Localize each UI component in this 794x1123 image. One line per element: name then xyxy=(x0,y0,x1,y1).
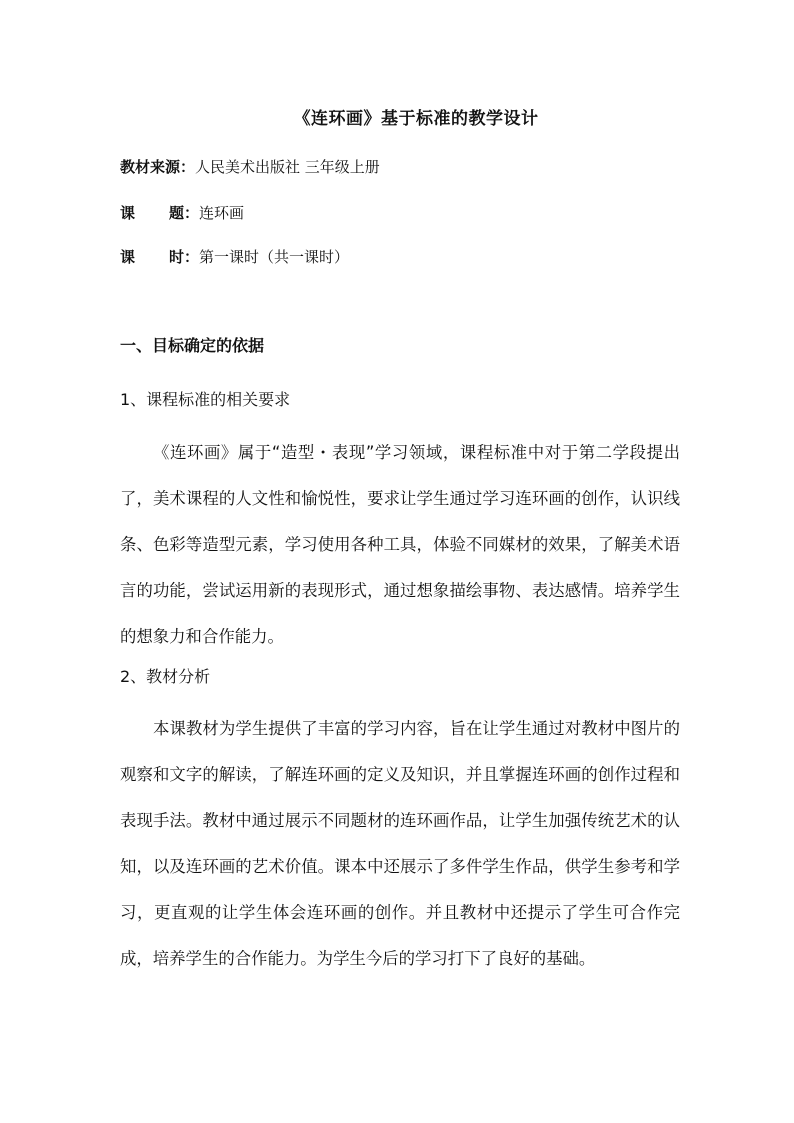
meta-topic-label-char2: 题： xyxy=(169,204,200,222)
section-heading: 一、目标确定的依据 xyxy=(120,336,265,355)
meta-source-value: 人民美术出版社 三年级上册 xyxy=(195,158,380,176)
document-title: 《连环画》基于标准的教学设计 xyxy=(293,109,539,129)
meta-topic-value: 连环画 xyxy=(199,204,245,222)
meta-period-label-char1: 课 xyxy=(120,248,136,266)
subsection-heading-textbook: 2、教材分析 xyxy=(120,667,211,686)
meta-source xyxy=(120,156,380,177)
meta-period-label-char2: 时： xyxy=(169,248,200,266)
meta-period xyxy=(120,246,349,267)
paragraph-standards: 《连环画》属于“造型・表现”学习领域，课程标准中对于第二学段提出了，美术课程的人文性和愉悦性，要求让学生通过学习连环画的创作，认识线条、色彩等造型元素，学习使用各种工具，体验不同媒材的效果，了解美术语言的功能，尝试运用新的表现形式，通过想象描绘事物、表达感情。培养学生的想象力和合作能力。 xyxy=(120,443,680,646)
meta-topic-label-char1: 课 xyxy=(120,204,136,222)
subsection-heading-standards: 1、课程标准的相关要求 xyxy=(120,390,291,409)
paragraph-textbook: 本课教材为学生提供了丰富的学习内容，旨在让学生通过对教材中图片的观察和文字的解读，了解连环画的定义及知识，并且掌握连环画的创作过程和表现手法。教材中通过展示不同题材的连环画作品，让学生加强传统艺术的认知，以及连环画的艺术价值。课本中还展示了多件学生作品，供学生参考和学习，更直观的让学生体会连环画的创作。并且教材中还提示了学生可合作完成，培养学生的合作能力。为学生今后的学习打下了良好的基础。 xyxy=(120,719,680,968)
meta-topic xyxy=(120,202,244,223)
meta-source-label: 教材来源： xyxy=(120,158,196,176)
meta-period-value: 第一课时（共一课时） xyxy=(199,248,350,266)
